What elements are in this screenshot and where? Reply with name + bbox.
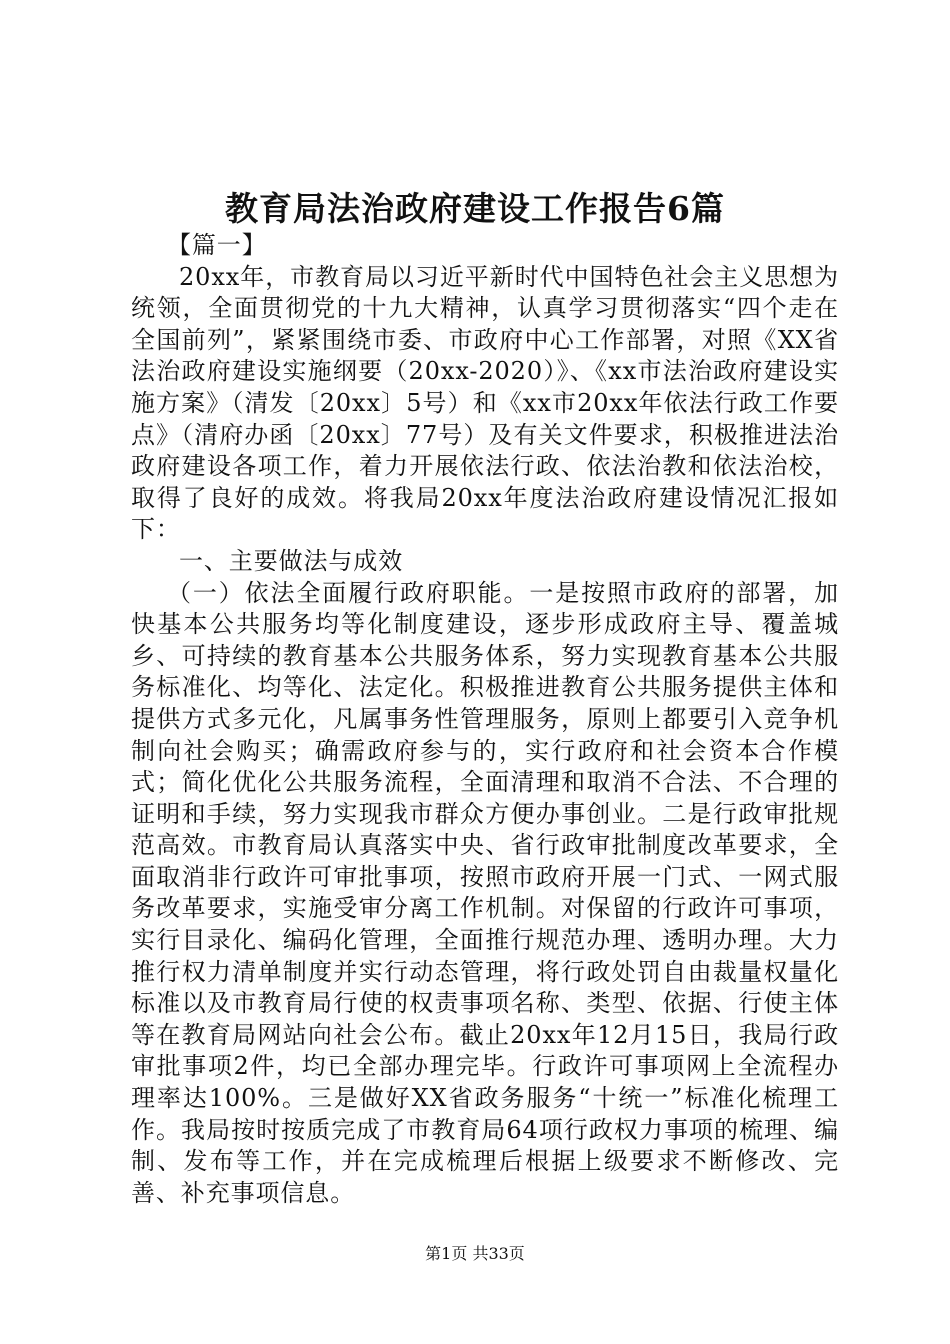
heading-main-measures: 一、主要做法与成效 [179,546,404,575]
document-title: 教育局法治政府建设工作报告6篇 [225,189,725,228]
paragraph-intro: 20xx年，市教育局以习近平新时代中国特色社会主义思想为统领，全面贯彻党的十九大精神，认真学习贯彻落实“四个走在全国前列”，紧紧围绕市委、市政府中心工作部署，对照《XX省法治政府建设实施纲要（20xx-2020）》、《xx市法治政府建设实施方案》（清发〔20xx〕5号）和《xx市20xx年依法行政工作要点》（清府办函〔20xx〕77号）及有关文件要求，积极推进法治政府建设各项工作，着力开展依法行政、依法治教和依法治校，取得了良好的成效。将我局20xx年度法治政府建设情况汇报如下： [131,262,839,544]
paragraph-government-functions: （一）依法全面履行政府职能。一是按照市政府的部署，加快基本公共服务均等化制度建设，逐步形成政府主导、覆盖城乡、可持续的教育基本公共服务体系，努力实现教育基本公共服务标准化、均等化、法定化。积极推进教育公共服务提供主体和提供方式多元化，凡属事务性管理服务，原则上都要引入竞争机制向社会购买；确需政府参与的，实行政府和社会资本合作模式；简化优化公共服务流程，全面清理和取消不合法、不合理的证明和手续，努力实现我市群众方便办事创业。二是行政审批规范高效。市教育局认真落实中央、省行政审批制度改革要求，全面取消非行政许可审批事项，按照市政府开展一门式、一网式服务改革要求，实施受审分离工作机制。对保留的行政许可事项，实行目录化、编码化管理，全面推行规范办理、透明办理。大力推行权力清单制度并实行动态管理，将行政处罚自由裁量权量化标准以及市教育局行使的权责事项名称、类型、依据、行使主体等在教育局网站向社会公布。截止20xx年12月15日，我局行政审批事项2件，均已全部办理完毕。行政许可事项网上全流程办理率达100%。三是做好XX省政务服务“十统一”标准化梳理工作。我局按时按质完成了市教育局64项行政权力事项的梳理、编制、发布等工作，并在完成梳理后根据上级要求不断修改、完善、补充事项信息。 [131,578,839,1207]
page-footer: 第1页 共33页 [425,1244,525,1263]
document-body [131,230,839,1209]
section-label: 【篇一】 [167,231,267,259]
